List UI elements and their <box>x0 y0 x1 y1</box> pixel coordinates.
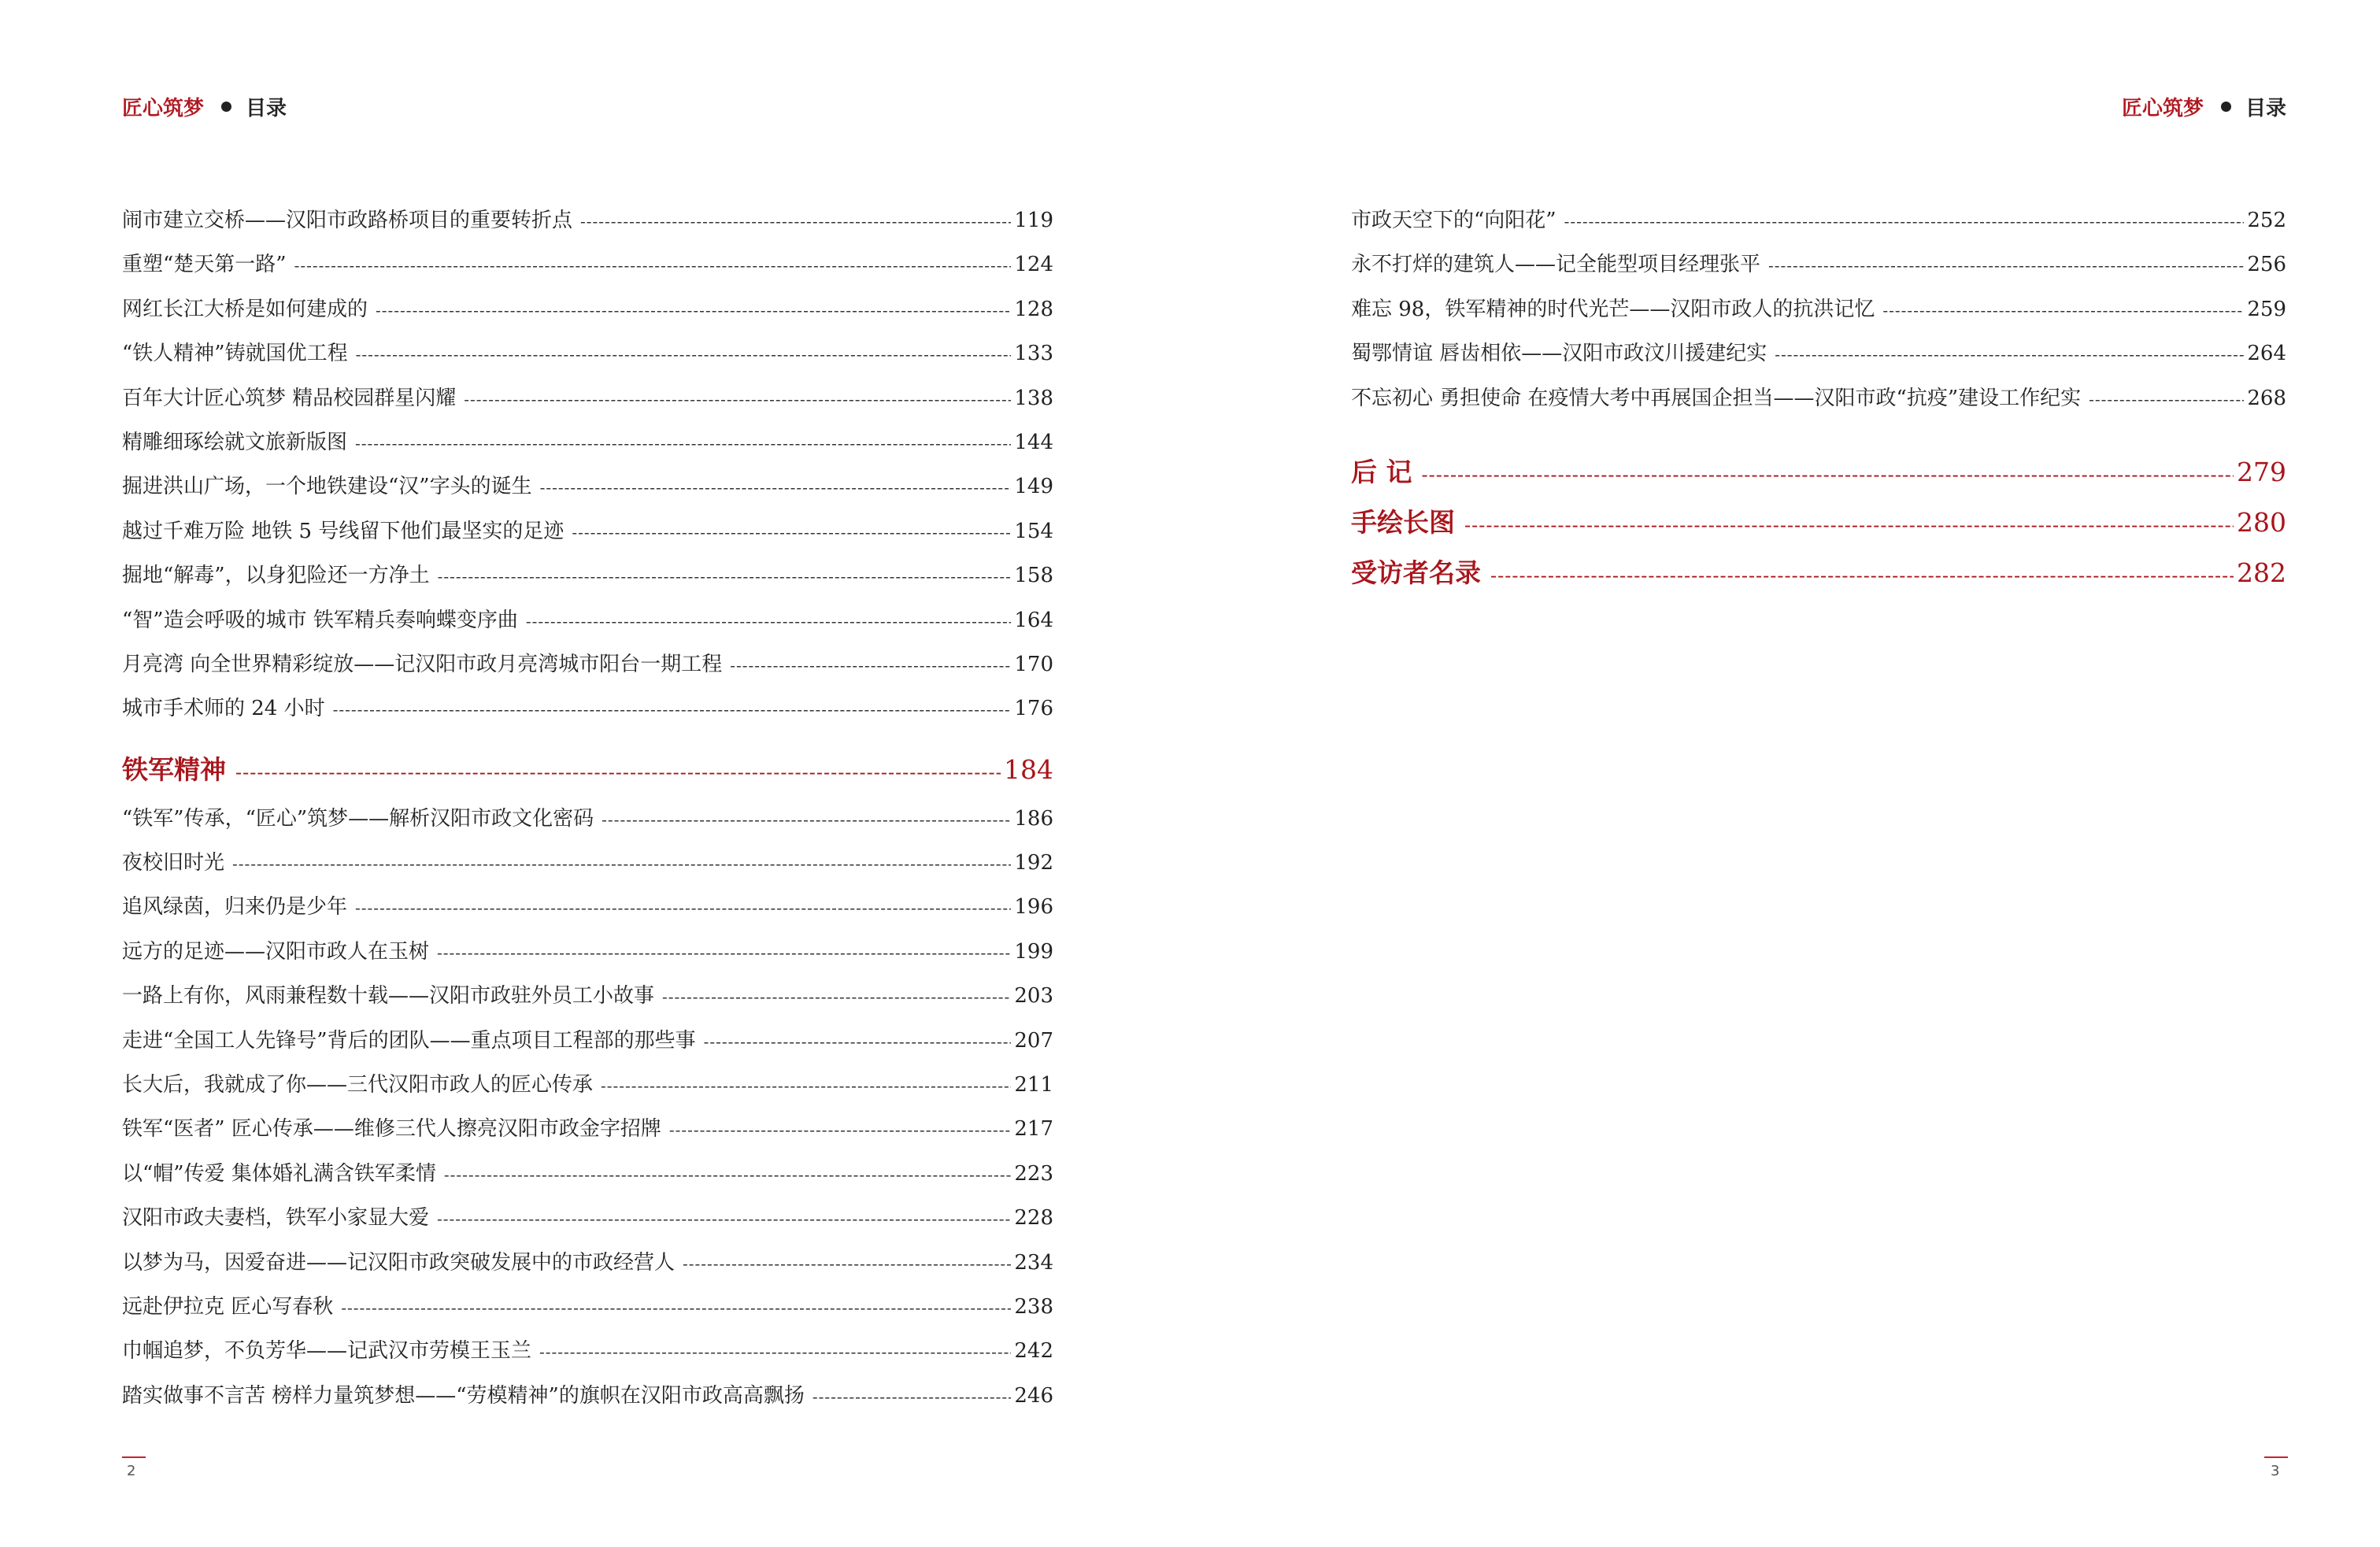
dot-leader <box>437 1197 1011 1241</box>
toc-entry-title: “智”造会呼吸的城市 铁军精兵奏响蝶变序曲 <box>122 608 518 632</box>
dot-leader <box>437 931 1011 975</box>
toc-entry-page: 252 <box>2247 209 2286 232</box>
toc-entry-page: 259 <box>2247 297 2286 321</box>
toc-entry-page: 138 <box>1014 386 1053 410</box>
toc-chapter-heading[interactable] <box>122 745 1053 795</box>
toc-entry-title: 蜀鄂情谊 唇齿相依——汉阳市政汶川援建纪实 <box>1351 342 1767 366</box>
toc-entry[interactable] <box>122 1241 1053 1285</box>
toc-entry-page: 234 <box>1014 1250 1053 1275</box>
toc-entry-title: 汉阳市政夫妻档，铁军小家显大爱 <box>122 1206 430 1231</box>
dot-leader <box>704 1020 1012 1064</box>
toc-entry-page: 228 <box>1014 1206 1053 1231</box>
toc-entry-title: 一路上有你，风雨兼程数十载——汉阳市政驻外员工小故事 <box>122 984 655 1009</box>
toc-entry-title: 走进“全国工人先锋号”背后的团队——重点项目工程部的那些事 <box>122 1028 696 1053</box>
toc-entry[interactable] <box>122 198 1053 242</box>
bullet-dot-icon <box>2221 102 2231 112</box>
chapter-page: 184 <box>1004 753 1053 785</box>
toc-chapter-heading[interactable] <box>1351 498 2286 548</box>
toc-entry-page: 211 <box>1014 1073 1053 1097</box>
toc-entry[interactable] <box>1351 198 2286 242</box>
dot-leader <box>669 1108 1012 1152</box>
toc-entry-title: 永不打烊的建筑人——记全能型项目经理张平 <box>1351 253 1761 277</box>
toc-entry-page: 158 <box>1014 564 1053 588</box>
toc-entry[interactable] <box>1351 331 2286 376</box>
page-number: 3 <box>2271 1463 2280 1479</box>
footer-rule <box>2264 1456 2288 1458</box>
toc-entry-title: 月亮湾 向全世界精彩绽放——记汉阳市政月亮湾城市阳台一期工程 <box>122 652 723 676</box>
dot-leader <box>526 599 1012 643</box>
toc-entry-page: 170 <box>1014 652 1053 676</box>
toc-list-right <box>1351 198 2286 598</box>
toc-entry-title: 夜校旧时光 <box>122 851 225 875</box>
header-section: 目录 <box>2245 96 2286 120</box>
toc-entry[interactable] <box>122 797 1053 841</box>
toc-entry[interactable] <box>122 885 1053 929</box>
toc-entry[interactable] <box>122 376 1053 420</box>
toc-chapter-heading[interactable] <box>1351 548 2286 598</box>
toc-entry-title: 不忘初心 勇担使命 在疫情大考中再展国企担当——汉阳市政“抗疫”建设工作纪实 <box>1351 386 2082 410</box>
toc-entry-title: 以梦为马，因爱奋进——记汉阳市政突破发展中的市政经营人 <box>122 1250 676 1275</box>
toc-entry-title: 重塑“楚天第一路” <box>122 253 287 277</box>
toc-entry-page: 154 <box>1014 519 1053 543</box>
dot-leader <box>341 1286 1011 1330</box>
toc-entry-page: 128 <box>1014 297 1053 321</box>
chapter-title: 后 记 <box>1351 456 1412 487</box>
dot-leader <box>1490 550 2234 601</box>
running-header-left <box>122 91 287 122</box>
header-section: 目录 <box>246 96 287 120</box>
toc-entry[interactable] <box>122 1107 1053 1151</box>
toc-entry-page: 242 <box>1014 1339 1053 1364</box>
toc-entry[interactable] <box>122 974 1053 1018</box>
toc-entry-page: 217 <box>1014 1117 1053 1142</box>
toc-entry-title: 百年大计匠心筑梦 精品校园群星闪耀 <box>122 386 457 410</box>
toc-entry-page: 176 <box>1014 697 1053 721</box>
toc-entry-title: 以“帽”传爱 集体婚礼满含铁军柔情 <box>122 1161 436 1186</box>
dot-leader <box>1768 243 2244 287</box>
toc-entry-page: 124 <box>1014 253 1053 277</box>
toc-entry-title: “铁军”传承，“匠心”筑梦——解析汉阳市政文化密码 <box>122 806 594 831</box>
toc-chapter-heading[interactable] <box>1351 447 2286 498</box>
chapter-page: 279 <box>2237 456 2286 487</box>
dot-leader <box>464 377 1011 421</box>
toc-entry[interactable] <box>122 841 1053 885</box>
toc-entry-title: 长大后，我就成了你——三代汉阳市政人的匠心传承 <box>122 1073 594 1097</box>
toc-entry-page: 238 <box>1014 1294 1053 1319</box>
chapter-title: 手绘长图 <box>1351 506 1455 538</box>
toc-entry[interactable] <box>122 930 1053 974</box>
dot-leader <box>601 798 1011 842</box>
toc-entry[interactable] <box>122 287 1053 331</box>
toc-entry-page: 256 <box>2247 253 2286 277</box>
toc-entry-page: 164 <box>1014 608 1053 632</box>
toc-entry-title: 网红长江大桥是如何建成的 <box>122 297 368 321</box>
dot-leader <box>444 1153 1012 1197</box>
toc-entry[interactable] <box>122 1374 1053 1418</box>
dot-leader <box>438 554 1012 598</box>
toc-entry-page: 192 <box>1014 851 1053 875</box>
dot-leader <box>1775 332 2244 376</box>
toc-entry-title: 铁军“医者” 匠心传承——维修三代人擦亮汉阳市政金字招牌 <box>122 1117 661 1142</box>
toc-entry-page: 268 <box>2247 386 2286 410</box>
dot-leader <box>1882 288 2244 332</box>
toc-entry-title: 市政天空下的“向阳花” <box>1351 209 1556 232</box>
toc-entry-page: 199 <box>1014 939 1053 964</box>
toc-entry-title: 越过千难万险 地铁 5 号线留下他们最坚实的足迹 <box>122 519 564 543</box>
dot-leader <box>572 510 1011 554</box>
toc-entry-title: 城市手术师的 24 小时 <box>122 697 325 721</box>
toc-entry[interactable] <box>122 1019 1053 1063</box>
dot-leader <box>376 288 1011 332</box>
toc-entry-page: 264 <box>2247 342 2286 366</box>
right-page <box>1190 0 2379 1547</box>
dot-leader <box>812 1375 1012 1419</box>
toc-entry[interactable] <box>122 1152 1053 1196</box>
dot-leader <box>580 199 1011 243</box>
chapter-title: 受访者名录 <box>1351 557 1481 588</box>
header-brand: 匠心筑梦 <box>2121 96 2204 120</box>
toc-entry-title: 精雕细琢绘就文旅新版图 <box>122 430 348 454</box>
dot-leader <box>540 465 1012 509</box>
toc-entry[interactable] <box>122 420 1053 464</box>
toc-entry-title: 追风绿茵，归来仍是少年 <box>122 895 348 920</box>
dot-leader <box>662 975 1011 1019</box>
chapter-page: 282 <box>2237 557 2286 588</box>
toc-entry-title: 远方的足迹——汉阳市政人在玉树 <box>122 939 430 964</box>
chapter-title: 铁军精神 <box>122 753 226 785</box>
toc-entry[interactable] <box>122 1063 1053 1107</box>
toc-entry-page: 223 <box>1014 1161 1053 1186</box>
running-header-right <box>2122 91 2286 122</box>
dot-leader <box>355 886 1011 930</box>
toc-entry[interactable] <box>122 242 1053 287</box>
toc-entry-title: 闹市建立交桥——汉阳市政路桥项目的重要转折点 <box>122 209 573 232</box>
dot-leader <box>355 421 1011 465</box>
dot-leader <box>232 842 1011 886</box>
toc-entry-page: 207 <box>1014 1028 1053 1053</box>
toc-entry[interactable] <box>122 1329 1053 1373</box>
toc-entry[interactable] <box>122 642 1053 687</box>
dot-leader <box>1564 199 2245 243</box>
toc-list-left <box>122 198 1053 1418</box>
toc-entry-title: “铁人精神”铸就国优工程 <box>122 342 348 366</box>
toc-entry[interactable] <box>1351 242 2286 287</box>
dot-leader <box>730 643 1011 687</box>
footer-rule <box>122 1456 146 1458</box>
dot-leader <box>294 243 1012 287</box>
bullet-dot-icon <box>221 102 231 112</box>
toc-entry-page: 133 <box>1014 342 1053 366</box>
dot-leader <box>333 687 1012 731</box>
toc-entry-title: 难忘 98，铁军精神的时代光芒——汉阳市政人的抗洪记忆 <box>1351 297 1875 321</box>
dot-leader <box>539 1330 1011 1374</box>
toc-entry[interactable] <box>1351 287 2286 331</box>
toc-entry[interactable] <box>1351 376 2286 420</box>
dot-leader <box>1422 450 2234 500</box>
toc-entry-title: 掘进洪山广场，一个地铁建设“汉”字头的诞生 <box>122 475 532 499</box>
toc-entry[interactable] <box>122 553 1053 598</box>
toc-entry[interactable] <box>122 687 1053 731</box>
toc-entry[interactable] <box>122 1196 1053 1240</box>
toc-entry-title: 踏实做事不言苦 榜样力量筑梦想——“劳模精神”的旗帜在汉阳市政高高飘扬 <box>122 1383 805 1408</box>
toc-entry-title: 掘地“解毒”，以身犯险还一方净土 <box>122 564 430 588</box>
toc-entry-title: 巾帼追梦，不负芳华——记武汉市劳模王玉兰 <box>122 1339 532 1364</box>
dot-leader <box>683 1242 1011 1286</box>
dot-leader <box>1464 500 2234 550</box>
chapter-page: 280 <box>2237 506 2286 538</box>
dot-leader <box>356 332 1012 376</box>
toc-entry[interactable] <box>122 509 1053 553</box>
toc-entry[interactable] <box>122 331 1053 376</box>
dot-leader <box>2089 377 2244 421</box>
toc-entry[interactable] <box>122 1285 1053 1329</box>
toc-entry[interactable] <box>122 464 1053 509</box>
header-brand: 匠心筑梦 <box>122 96 205 120</box>
dot-leader <box>235 747 1001 798</box>
toc-entry-page: 246 <box>1014 1383 1053 1408</box>
toc-entry[interactable] <box>122 598 1053 642</box>
dot-leader <box>601 1064 1011 1108</box>
toc-entry-page: 149 <box>1014 475 1053 499</box>
toc-entry-page: 203 <box>1014 984 1053 1009</box>
page-number: 2 <box>127 1463 136 1479</box>
toc-entry-page: 144 <box>1014 430 1053 454</box>
toc-entry-page: 119 <box>1014 209 1053 232</box>
toc-entry-page: 186 <box>1014 806 1053 831</box>
toc-entry-title: 远赴伊拉克 匠心写春秋 <box>122 1294 334 1319</box>
toc-entry-page: 196 <box>1014 895 1053 920</box>
